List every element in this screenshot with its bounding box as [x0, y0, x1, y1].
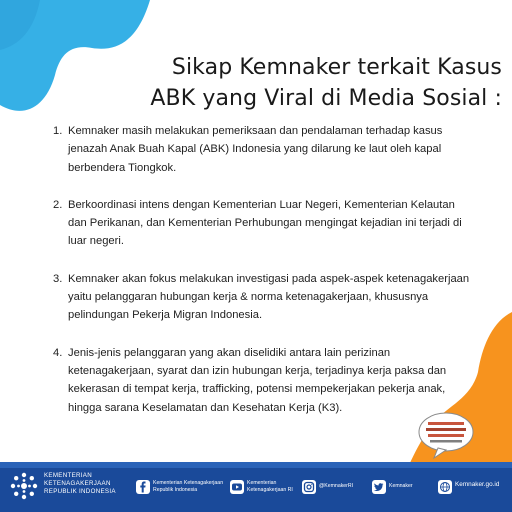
statement-text: Kemnaker akan fokus melakukan investigasi pada aspek-aspek ketenagakerjaan yaitu pelanggaran hubungan kerja & norma ketenagakerjaan, khususnya pelindungan Pekerja Migran Indonesia.: [68, 272, 470, 322]
youtube-label: Ketenagakerjaan RI: [247, 486, 293, 493]
kemnaker-logo: [8, 470, 40, 502]
statement-number: 1.: [53, 125, 63, 137]
website-label: Kemnaker.go.id: [455, 481, 500, 488]
statement-item: [53, 344, 473, 417]
page-title: [110, 52, 502, 114]
instagram-label: @KemnakerRI: [319, 483, 354, 489]
youtube-label: Kementerian: [247, 480, 277, 486]
globe-icon: [438, 480, 452, 494]
statement-item: [53, 270, 473, 325]
social-links: [130, 478, 508, 498]
title-line-2: ABK yang Viral di Media Sosial :: [150, 86, 502, 111]
org-name: [44, 472, 116, 496]
facebook-label: Kementerian Ketenagakerjaan: [153, 480, 224, 486]
facebook-label: Republik Indonesia: [153, 486, 198, 493]
statement-number: 2.: [53, 198, 63, 211]
statement-number: 4.: [53, 346, 63, 359]
youtube-icon: [230, 480, 244, 494]
twitter-icon: [372, 480, 386, 494]
instagram-icon: [302, 480, 316, 494]
facebook-icon: [136, 480, 150, 494]
footer-bar: [0, 462, 512, 512]
statement-text: Kemnaker masih melakukan pemeriksaan dan pendalaman terhadap kasus jenazah Anak Buah Kapal (ABK) Indonesia yang dilarung ke laut oleh kapal berbendera Tiongkok.: [68, 125, 443, 174]
org-name-line: KEMENTERIAN: [44, 472, 92, 479]
statement-text: Berkoordinasi intens dengan Kementerian Luar Negeri, Kementerian Kelautan dan Perikanan, dan Kementerian Perhubungan mengingat kejadian ini terjadi di luar negeri.: [68, 198, 462, 248]
org-name-line: REPUBLIK INDONESIA: [44, 488, 116, 495]
statement-item: [53, 122, 473, 177]
statement-list: [53, 122, 473, 436]
statement-text: Jenis-jenis pelanggaran yang akan diselidiki antara lain perizinan ketenagakerjaan, syarat dan izin hubungan kerja, terjadinya kerja paksa dan kekerasan di tempat kerja, trafficking, potensi mempekerjakan pekerja anak, hingga sarana Keselamatan dan Kesehatan Kerja (K3).: [68, 346, 447, 414]
title-line-1: Sikap Kemnaker terkait Kasus: [171, 55, 502, 80]
twitter-label: Kemnaker: [389, 483, 413, 489]
documents-illustration: [416, 410, 476, 462]
org-name-line: KETENAGAKERJAAN: [44, 480, 111, 487]
statement-item: [53, 196, 473, 251]
statement-number: 3.: [53, 272, 63, 285]
